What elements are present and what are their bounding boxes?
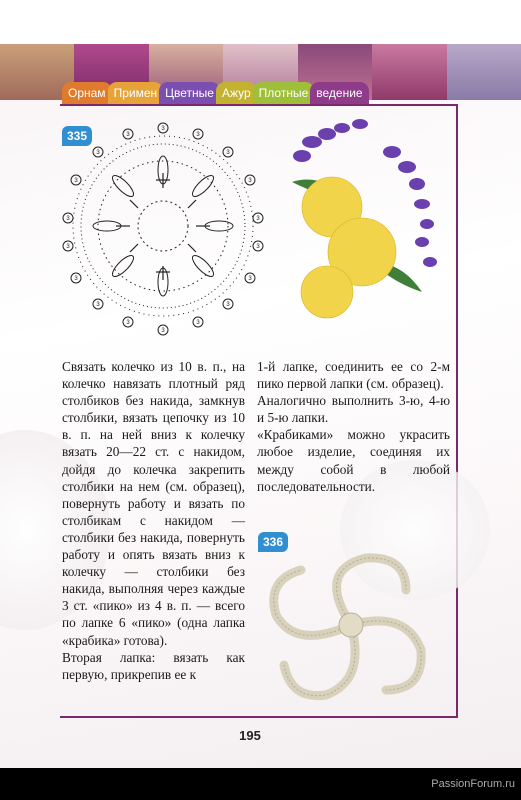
circle-label: 3 bbox=[126, 132, 130, 138]
instructions-paragraph: 1-й лапке, соединить ее со 2-м пико первой лапки (см. образец). bbox=[257, 359, 450, 392]
circle-label: 3 bbox=[96, 302, 100, 308]
tab-4[interactable]: Плотные bbox=[253, 82, 315, 104]
circle-label: 3 bbox=[74, 276, 78, 282]
tab-5[interactable]: ведение bbox=[310, 82, 368, 104]
crochet-diagram-335 bbox=[58, 118, 268, 338]
circle-label: 3 bbox=[66, 244, 70, 250]
tab-2[interactable]: Цветные bbox=[159, 82, 220, 104]
pattern-number-335: 335 bbox=[62, 126, 92, 146]
circle-label: 3 bbox=[161, 328, 165, 334]
section-tabs bbox=[62, 82, 365, 104]
circle-label: 3 bbox=[66, 216, 70, 222]
circle-label: 3 bbox=[248, 178, 252, 184]
bottom-rule bbox=[60, 716, 458, 718]
page-number: 195 bbox=[239, 728, 261, 743]
circle-label: 3 bbox=[226, 150, 230, 156]
pattern-number-336: 336 bbox=[258, 532, 288, 552]
watermark: PassionForum.ru bbox=[431, 778, 515, 790]
flower-photo bbox=[272, 112, 452, 342]
instructions-paragraph: Связать колечко из 10 в. п., на колечко навязать плотный ряд столбиков без накида, замкнув столбики, вязать цепочку из 10 в. п. на ней вниз к колечку вязать 20—22 ст. с накидом, дойдя до колечка закрепить столбики на нем (см. образец), повернуть работу и вязать по столбикам с накидом — столбики без накида, повернуть работу и опять вязать вниз к колечку — столбики без накида, выполняя через каждые 3 ст. «пико» из 4 в. п. — всего по лапке 6 «пико» (одна лапка «крабика» готова). bbox=[62, 359, 245, 648]
tab-0[interactable]: Орнам bbox=[62, 82, 112, 104]
circle-label: 3 bbox=[196, 320, 200, 326]
instructions-paragraph: Аналогично выполнить 3-ю, 4-ю и 5-ю лапки. bbox=[257, 393, 450, 426]
circle-label: 3 bbox=[196, 132, 200, 138]
circle-label: 3 bbox=[126, 320, 130, 326]
circle-label: 3 bbox=[161, 126, 165, 132]
circle-label: 3 bbox=[96, 150, 100, 156]
instructions-right bbox=[257, 358, 450, 495]
tab-1[interactable]: Примен bbox=[108, 82, 164, 104]
tab-3[interactable]: Ажур bbox=[216, 82, 257, 104]
crochet-crab-photo bbox=[256, 540, 446, 710]
right-rule bbox=[456, 104, 458, 716]
circle-label: 3 bbox=[226, 302, 230, 308]
banner-top bbox=[0, 0, 521, 44]
circle-label: 3 bbox=[74, 178, 78, 184]
header-rule bbox=[60, 104, 458, 106]
circle-label: 3 bbox=[256, 216, 260, 222]
circle-label: 3 bbox=[248, 276, 252, 282]
instructions-paragraph: Вторая лапка: вязать как первую, прикрепив ее к bbox=[62, 649, 245, 682]
circle-label: 3 bbox=[256, 244, 260, 250]
instructions-left bbox=[62, 358, 245, 683]
instructions-paragraph: «Крабиками» можно украсить любое изделие, соединяя их между собой в любой последовательности. bbox=[257, 427, 450, 494]
